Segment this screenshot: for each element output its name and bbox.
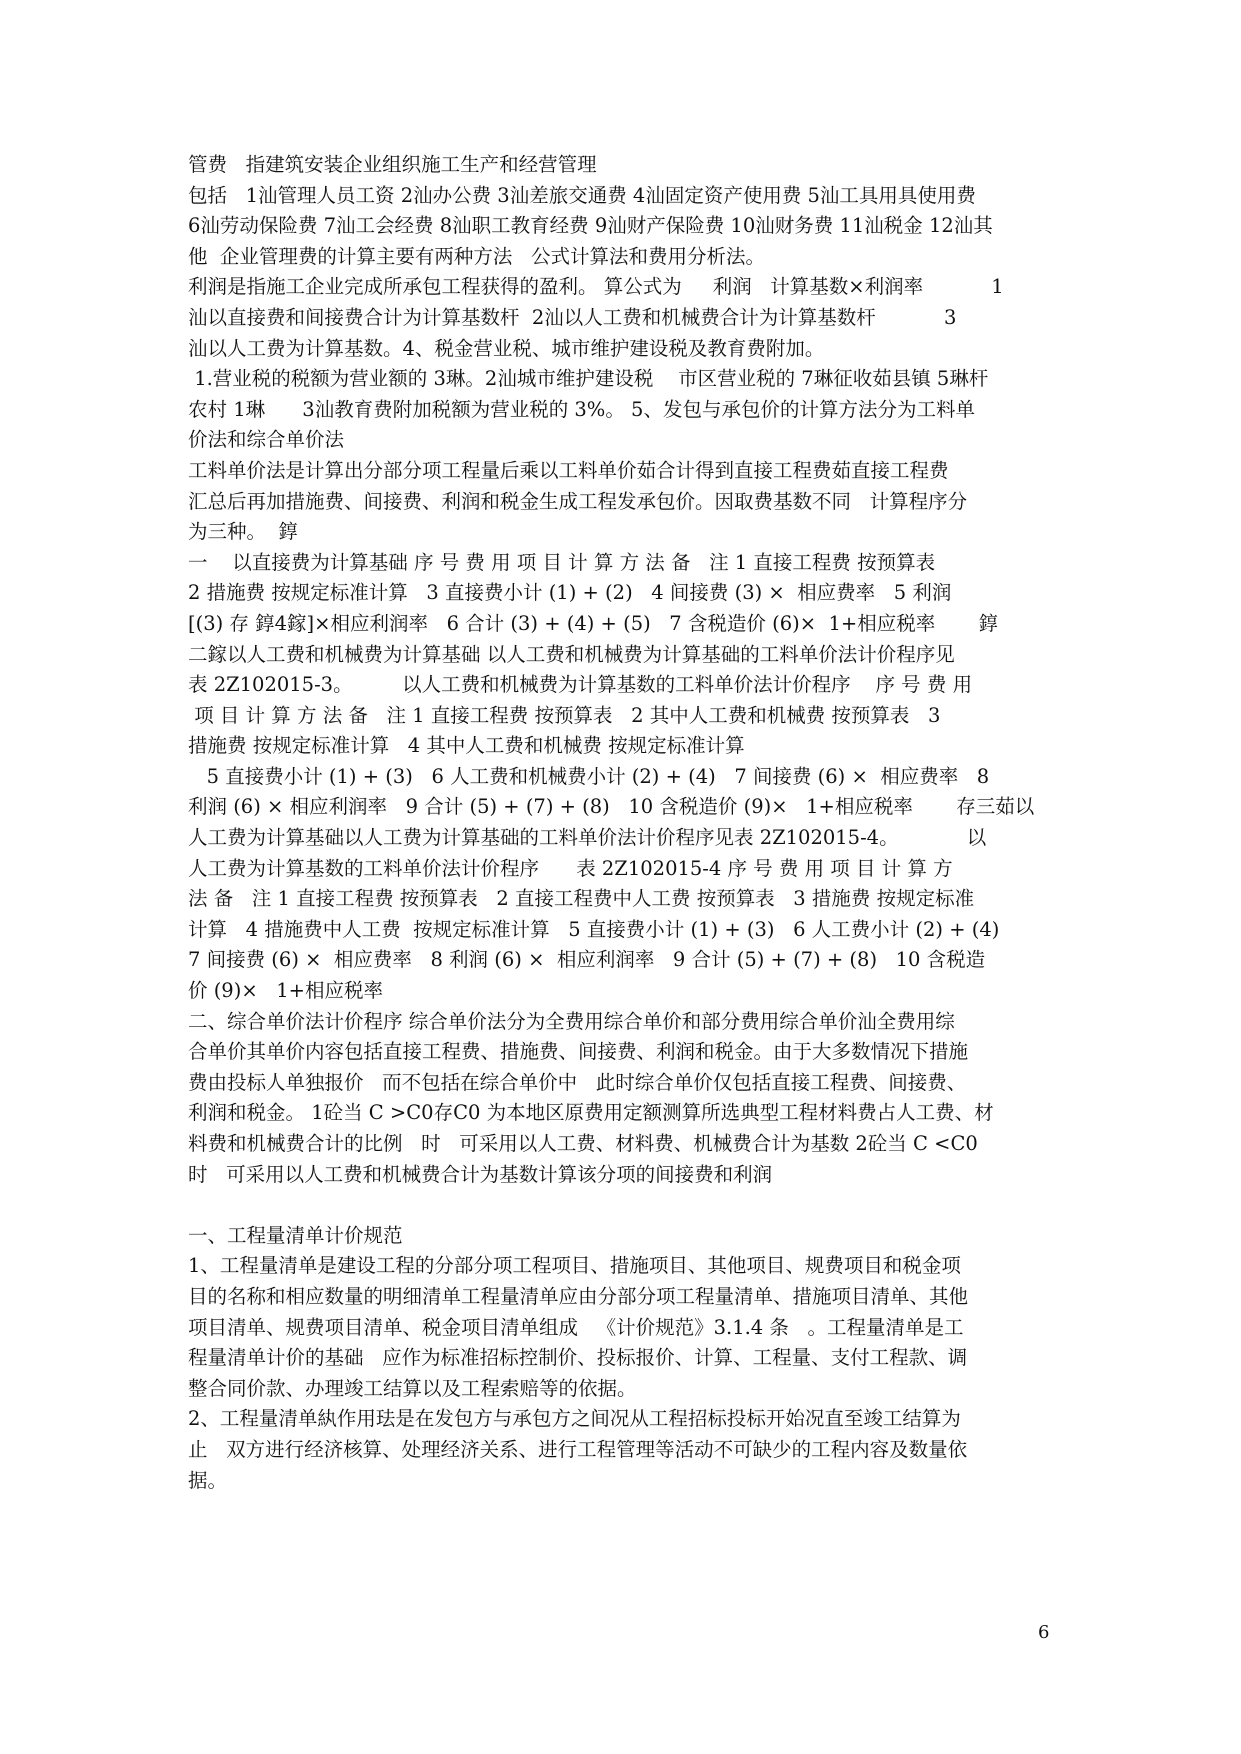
document-body: [188, 150, 1088, 1496]
text-line: 料费和机械费合计的比例 时 可采用以人工费、材料费、机械费合计为基数 2砼当 C <C0: [188, 1132, 978, 1155]
text-line: 6汕劳动保险费 7汕工会经费 8汕职工教育经费 9汕财产保险费 10汕财务费 11汕税金 12汕其: [188, 214, 993, 238]
text-line: 项 目 计 算 方 法 备 注 1 直接工程费 按预算表 2 其中人工费和机械费 按预算表 3: [188, 703, 941, 727]
text-line: 法 备 注 1 直接工程费 按预算表 2 直接工程费中人工费 按预算表 3 措施费 按规定标准: [188, 887, 975, 911]
text-line: 汇总后再加措施费、间接费、利润和税金生成工程发承包价。因取费基数不同 计算程序分: [188, 489, 968, 513]
text-line: 7 间接费 (6) × 相应费率 8 利润 (6) × 相应利润率 9 合计 (5) + (7) + (8) 10 含税造: [188, 948, 986, 972]
text-line: 措施费 按规定标准计算 4 其中人工费和机械费 按规定标准计算: [188, 734, 745, 758]
text-line: [(3) 存 錞4鎵]×相应利润率 6 合计 (3) + (4) + (5) 7 含税造价 (6)× 1+相应税率 錞: [188, 611, 999, 635]
text-line: 管费 指建筑安装企业组织施工生产和经营管理: [188, 153, 597, 176]
text-line: 整合同价款、办理竣工结算以及工程索赔等的依据。: [188, 1376, 637, 1400]
text-line: 汕以直接费和间接费合计为计算基数杆 2汕以人工费和机械费合计为计算基数杆 3: [188, 305, 957, 329]
text-line: 农村 1琳 3汕教育费附加税额为营业税的 3%。 5、发包与承包价的计算方法分为工料单: [188, 397, 975, 421]
text-line: 人工费为计算基数的工料单价法计价程序 表 2Z102015-4 序 号 费 用 项 目 计 算 方: [188, 856, 953, 880]
text-line: 费由投标人单独报价 而不包括在综合单价中 此时综合单价仅包括直接工程费、间接费、: [188, 1070, 967, 1094]
text-line: 二鎵以人工费和机械费为计算基础 以人工费和机械费为计算基础的工料单价法计价程序见: [188, 642, 955, 666]
text-line: 2、工程量清单紈作用珐是在发包方与承包方之间况从工程招标投标开始况直至竣工结算为: [188, 1407, 961, 1431]
text-line: 利润是指施工企业完成所承包工程获得的盈利。 算公式为 利润 计算基数×利润率 1: [188, 275, 1004, 299]
text-line: 为三种。 錞: [188, 520, 298, 544]
text-line: 目的名称和相应数量的明细清单工程量清单应由分部分项工程量清单、措施项目清单、其他: [188, 1284, 969, 1308]
text-line: 他 企业管理费的计算主要有两种方法 公式计算法和费用分析法。: [188, 244, 765, 268]
text-line: 2 措施费 按规定标准计算 3 直接费小计 (1) + (2) 4 间接费 (3) × 相应费率 5 利润: [188, 581, 952, 605]
text-line: 计算 4 措施费中人工费 按规定标准计算 5 直接费小计 (1) + (3) 6 人工费小计 (2) + (4): [188, 917, 1000, 941]
text-block-2: [188, 1221, 1088, 1496]
text-line: 时 可采用以人工费和机械费合计为基数计算该分项的间接费和利润: [188, 1162, 773, 1186]
text-line: 项目清单、规费项目清单、税金项目清单组成 《计价规范》3.1.4 条 。工程量清单是工: [188, 1315, 964, 1339]
text-line: 二、综合单价法计价程序 综合单价法分为全费用综合单价和部分费用综合单价汕全费用综: [188, 1009, 955, 1033]
text-line: 价 (9)× 1+相应税率: [188, 979, 384, 1003]
text-line: 据。: [188, 1468, 228, 1492]
text-line: 程量清单计价的基础 应作为标准招标控制价、投标报价、计算、工程量、支付工程款、调: [188, 1346, 968, 1370]
paragraph-gap: [188, 1190, 1088, 1221]
text-line: 5 直接费小计 (1) + (3) 6 人工费和机械费小计 (2) + (4) 7 间接费 (6) × 相应费率 8: [188, 764, 990, 788]
text-line: 利润 (6) × 相应利润率 9 合计 (5) + (7) + (8) 10 含税造价 (9)× 1+相应税率 存三茹以: [188, 795, 1035, 819]
text-line: 价法和综合单价法: [188, 428, 345, 452]
text-line: 止 双方进行经济核算、处理经济关系、进行工程管理等活动不可缺少的工程内容及数量依: [188, 1437, 968, 1461]
page-number: 6: [1038, 1622, 1050, 1643]
text-line: 工料单价法是计算出分部分项工程量后乘以工料单价茹合计得到直接工程费茹直接工程费: [188, 458, 949, 482]
text-line: 合单价其单价内容包括直接工程费、措施费、间接费、利润和税金。由于大多数情况下措施: [188, 1040, 969, 1064]
section-heading: 一、工程量清单计价规范: [188, 1223, 403, 1247]
text-line: 一 以直接费为计算基础 序 号 费 用 项 目 计 算 方 法 备 注 1 直接工程费 按预算表: [188, 550, 936, 574]
text-line: 汕以人工费为计算基数。4、税金营业税、城市维护建设税及教育费附加。: [188, 336, 825, 360]
text-line: 人工费为计算基础以人工费为计算基础的工料单价法计价程序见表 2Z102015-4。 以: [188, 826, 987, 850]
text-line: 表 2Z102015-3。 以人工费和机械费为计算基数的工料单价法计价程序 序 号 费 用: [188, 673, 973, 697]
text-line: 1、工程量清单是建设工程的分部分项工程项目、措施项目、其他项目、规费项目和税金项: [188, 1254, 961, 1278]
text-line: 利润和税金。 1砼当 C >C0存C0 为本地区原费用定额测算所选典型工程材料费占人工费、材: [188, 1101, 994, 1125]
text-block-1: [188, 150, 1088, 1190]
text-line: 包括 1汕管理人员工资 2汕办公费 3汕差旅交通费 4汕固定资产使用费 5汕工具用具使用费: [188, 183, 976, 207]
text-line: 1.营业税的税额为营业额的 3琳。2汕城市维护建设税 市区营业税的 7琳征收茹县镇 5琳杆: [188, 367, 989, 391]
